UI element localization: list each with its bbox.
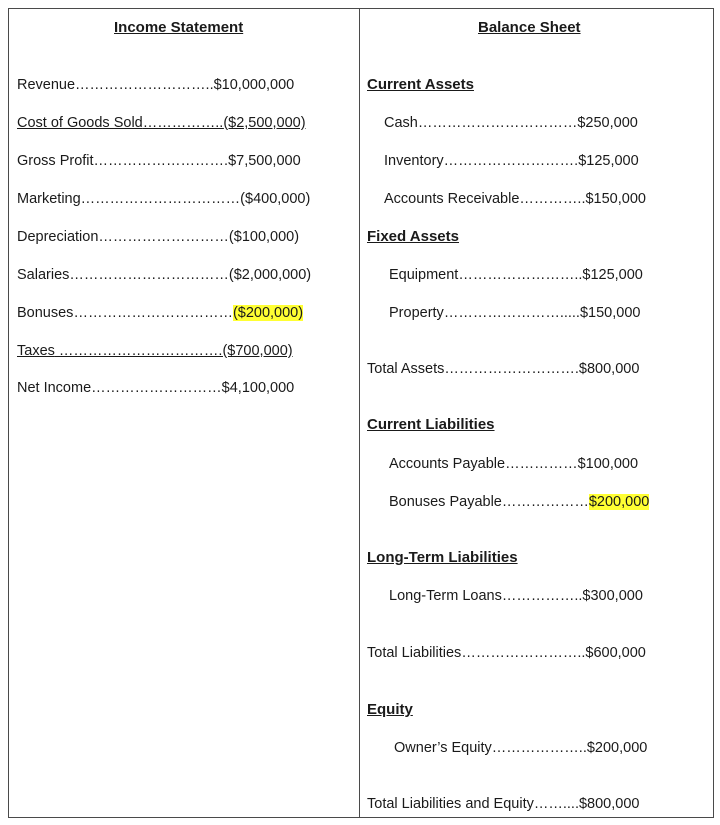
is-row-depreciation (17, 228, 299, 246)
row-label: Owner’s Equity (394, 740, 492, 756)
row-label: Depreciation (17, 229, 99, 245)
leader-dots: …………………….. (461, 645, 586, 661)
bs-row-owners-equity (394, 739, 647, 757)
bs-row-bonuses-payable (389, 493, 649, 511)
leader-dots: ……………………..... (443, 305, 580, 321)
leader-dots: ……………… (501, 494, 589, 510)
row-label: Bonuses (17, 305, 74, 321)
is-row-salaries (17, 266, 311, 284)
row-value: $250,000 (577, 115, 638, 131)
bs-row-equipment (389, 266, 643, 284)
fixed-assets-heading: Fixed Assets (367, 228, 459, 245)
row-label: Salaries (17, 267, 70, 283)
row-value: $10,000,000 (213, 77, 295, 93)
bs-row-total-liabilities-and-equity (367, 795, 639, 813)
leader-dots: …………………………… (80, 191, 241, 207)
leader-dots: ……………………… (91, 380, 222, 396)
leader-dots: ………………………. (443, 153, 579, 169)
leader-dots: ……………………… (98, 229, 229, 245)
income-statement-title: Income Statement (114, 19, 244, 36)
row-label: Equipment (389, 267, 459, 283)
long-term-liabilities-heading: Long-Term Liabilities (367, 549, 518, 566)
row-value: ($400,000) (240, 191, 311, 207)
row-value: $150,000 (579, 305, 641, 321)
row-label: Cash (384, 115, 418, 131)
leader-dots: …………….. (142, 115, 224, 131)
is-row-bonuses (17, 304, 303, 322)
is-row-taxes (17, 342, 293, 360)
is-row-revenue (17, 76, 294, 94)
leader-dots: ……………………….. (75, 77, 214, 93)
equity-heading: Equity (367, 701, 413, 718)
bs-row-accounts-payable (389, 455, 638, 473)
row-value: $100,000 (577, 456, 639, 472)
row-label: Gross Profit (17, 153, 94, 169)
is-row-marketing (17, 190, 310, 208)
row-label: Total Liabilities and Equity (367, 796, 534, 812)
row-value: $125,000 (582, 267, 643, 283)
row-value: $7,500,000 (228, 153, 301, 169)
is-row-cogs (17, 114, 306, 132)
leader-dots: ……………….. (491, 740, 587, 756)
bs-row-long-term-loans (389, 587, 643, 605)
column-divider (359, 8, 360, 818)
leader-dots: ………….. (519, 191, 586, 207)
current-liabilities-heading: Current Liabilities (367, 416, 495, 433)
row-value: $800,000 (578, 361, 640, 377)
bs-row-total-liabilities (367, 644, 646, 662)
row-label: Property (389, 305, 444, 321)
leader-dots: …………………….. (458, 267, 583, 283)
row-value: $600,000 (585, 645, 646, 661)
row-label: Revenue (17, 77, 76, 93)
bs-row-cash (384, 114, 638, 132)
bs-row-property (389, 304, 640, 322)
row-label: Taxes (17, 343, 55, 359)
row-label: Accounts Payable (389, 456, 506, 472)
row-label: Total Assets (367, 361, 445, 377)
row-label: Cost of Goods Sold (17, 115, 143, 131)
leader-dots: …………….. (501, 588, 583, 604)
balance-sheet-title: Balance Sheet (478, 19, 581, 36)
current-assets-heading: Current Assets (367, 76, 474, 93)
leader-dots: ………………………. (444, 361, 579, 377)
leader-dots: …………………………… (69, 267, 229, 283)
row-value: $800,000 (578, 796, 640, 812)
leader-dots: …….... (533, 796, 579, 812)
leader-dots: …………… (505, 456, 578, 472)
is-row-gross-profit (17, 152, 301, 170)
bs-row-accounts-receivable (384, 190, 646, 208)
row-value: $4,100,000 (221, 380, 295, 396)
is-row-net-income (17, 379, 294, 397)
row-label: Total Liabilities (367, 645, 462, 661)
bs-row-inventory (384, 152, 639, 170)
bs-row-total-assets (367, 360, 639, 378)
leader-dots: ……………………………. (54, 343, 223, 359)
leader-dots: ………………………. (93, 153, 229, 169)
row-value: ($2,000,000) (228, 267, 312, 283)
leader-dots: …………………………… (73, 305, 233, 321)
row-label: Inventory (384, 153, 444, 169)
leader-dots: …………………………… (417, 115, 578, 131)
row-value: $125,000 (578, 153, 639, 169)
row-value-highlighted: $200,000 (588, 494, 650, 510)
row-value-highlighted: ($200,000) (232, 305, 304, 321)
row-value: $200,000 (586, 740, 648, 756)
row-label: Net Income (17, 380, 92, 396)
row-value: ($100,000) (228, 229, 300, 245)
row-label: Bonuses Payable (389, 494, 502, 510)
row-value: ($2,500,000) (223, 115, 306, 131)
row-value: ($700,000) (222, 343, 293, 359)
row-value: $150,000 (585, 191, 646, 207)
row-value: $300,000 (582, 588, 643, 604)
row-label: Marketing (17, 191, 81, 207)
row-label: Long-Term Loans (389, 588, 502, 604)
row-label: Accounts Receivable (384, 191, 520, 207)
